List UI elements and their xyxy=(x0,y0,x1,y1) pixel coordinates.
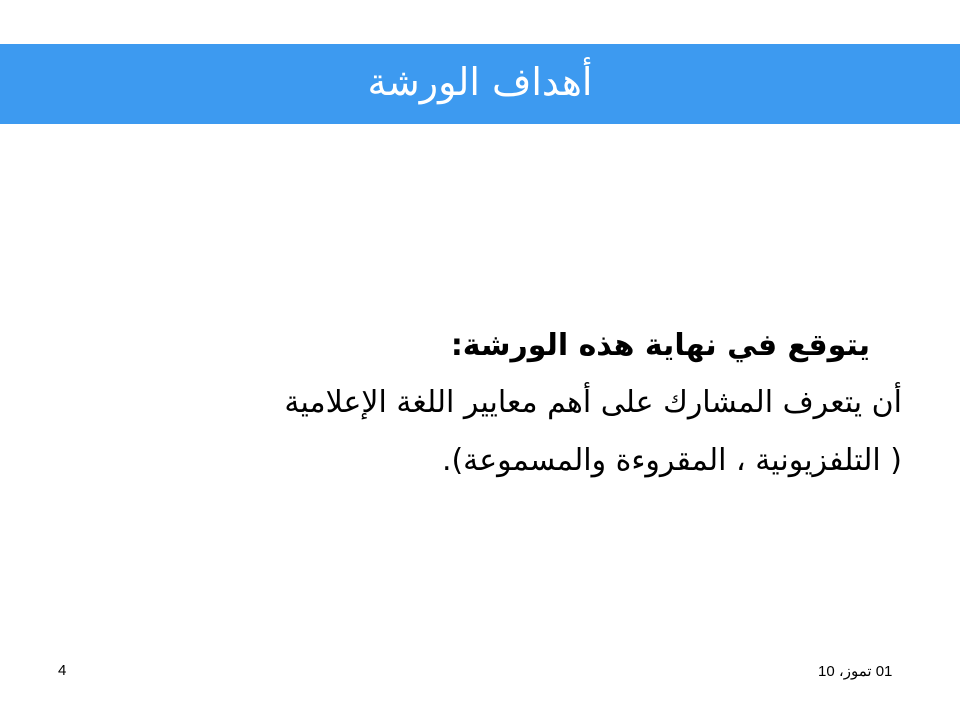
slide-body xyxy=(142,318,902,490)
body-line-2: ( التلفزيونية ، المقروءة والمسموعة). xyxy=(441,443,902,478)
footer-date: 01 تموز، 10 xyxy=(818,663,893,680)
slide-title: أهداف الورشة xyxy=(367,60,593,104)
lead-text: يتوقع في نهاية هذه الورشة: xyxy=(450,328,870,363)
page-number: 4 xyxy=(58,662,67,679)
title-bar xyxy=(0,44,960,124)
body-line-1: أن يتعرف المشارك على أهم معايير اللغة الإعلامية xyxy=(284,385,902,420)
